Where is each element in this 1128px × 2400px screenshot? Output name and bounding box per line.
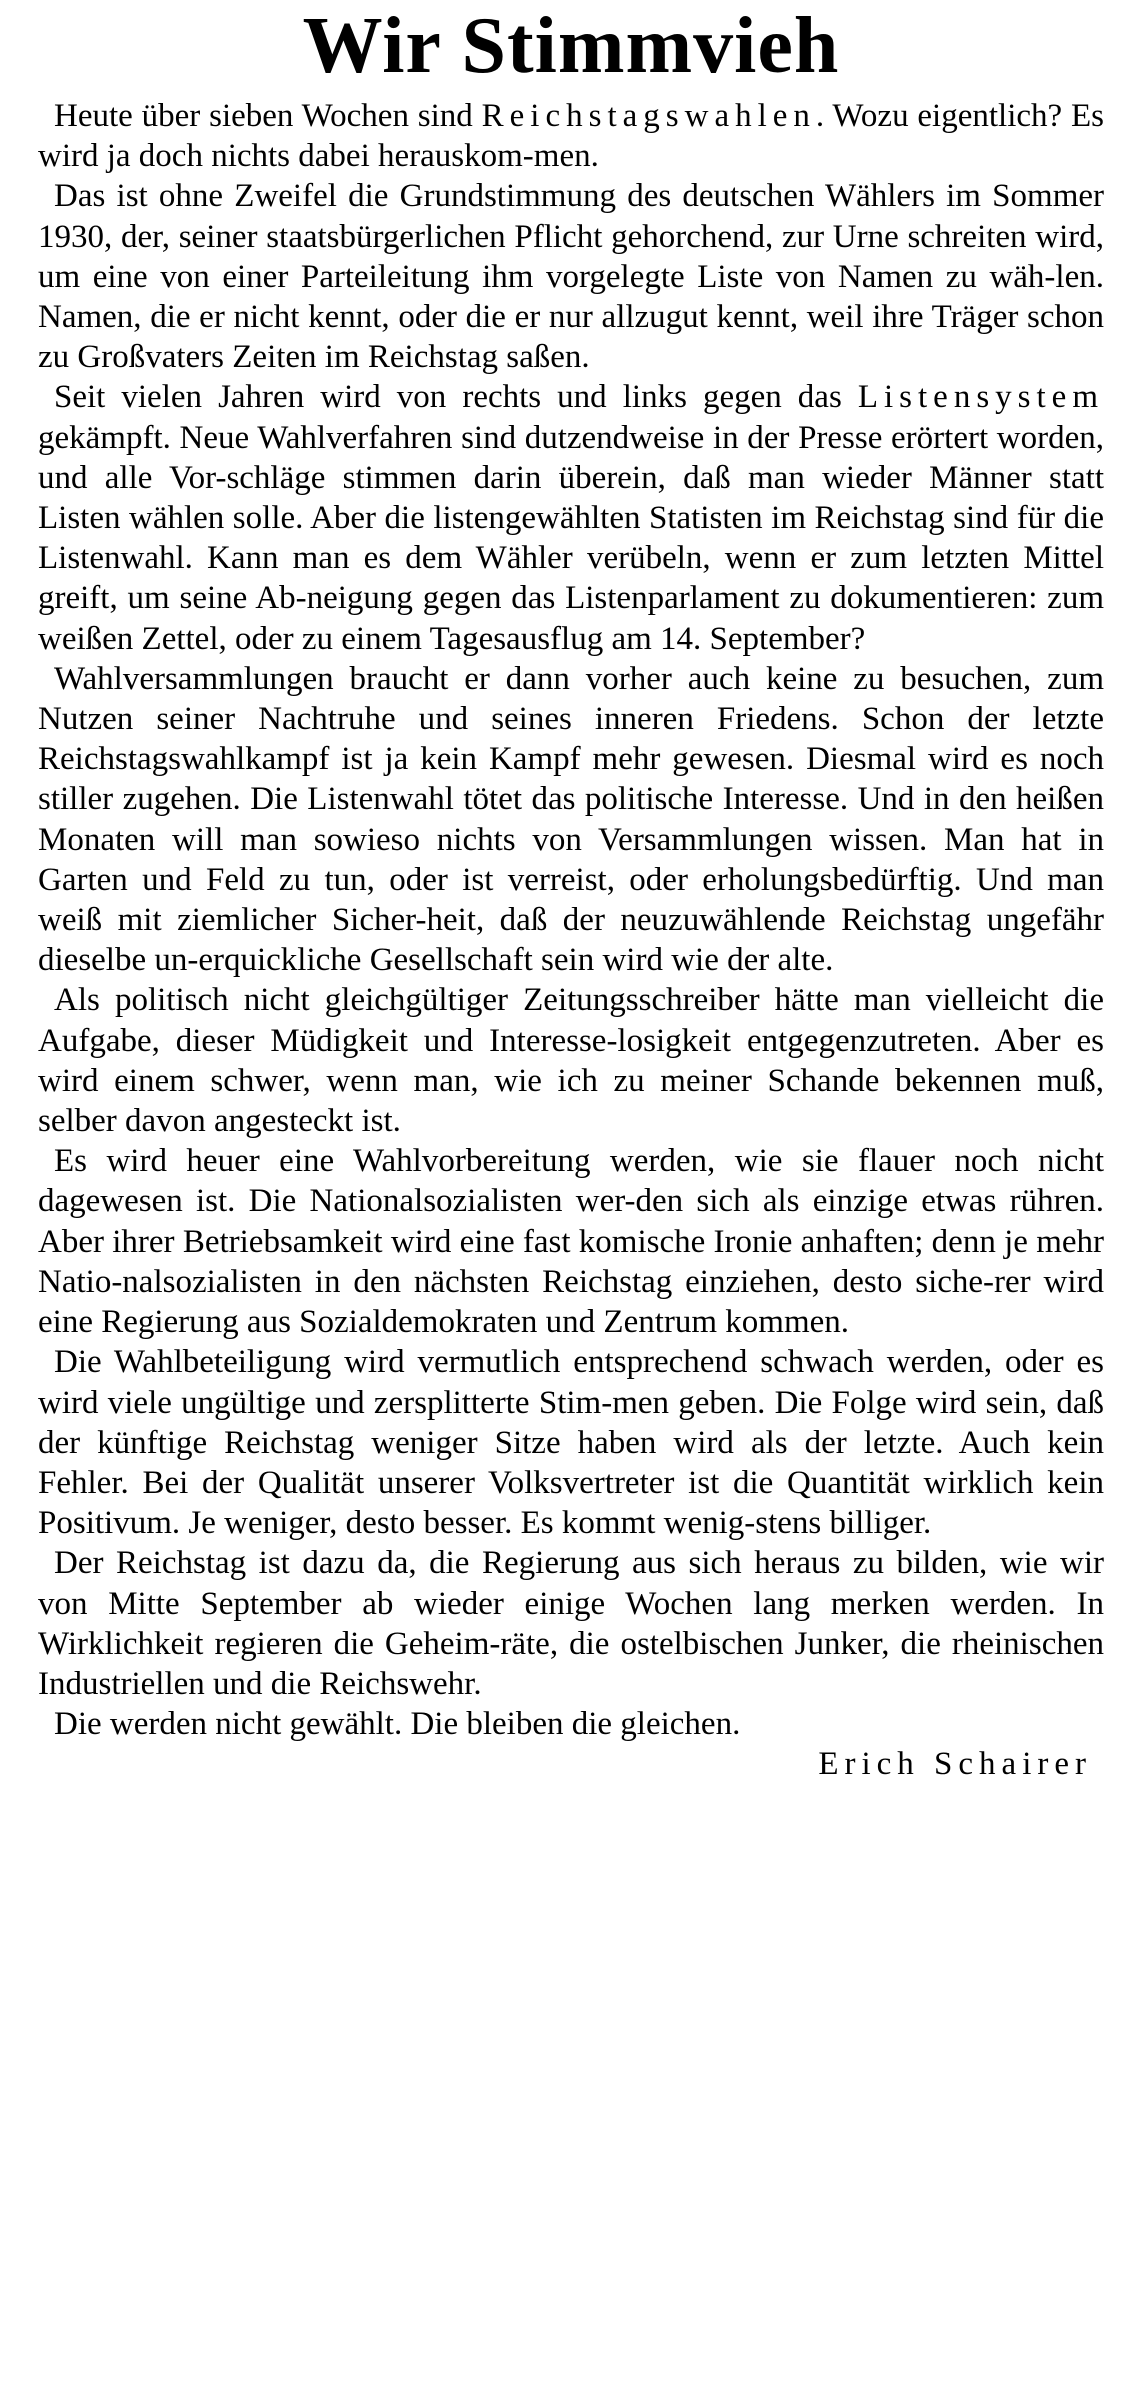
article-paragraph: [38, 1141, 1104, 1342]
paragraph-text: Wahlversammlungen braucht er dann vorher auch keine zu besuchen, zum Nutzen seiner Nachtruhe und seines inneren Friedens. Schon der letzte Reichstagswahlkampf ist ja kein Kampf mehr gewesen. Diesmal wird es noch stiller zugehen. Die Listenwahl tötet das politische Interesse. Und in den heißen Monaten will man sowieso nichts von Versammlungen wissen. Man hat in Garten und Feld zu tun, oder ist verreist, oder erholungsbedürftig. Und man weiß mit ziemlicher Sicher-heit, daß der neuzuwählende Reichstag ungefähr dieselbe un-erquickliche Gesellschaft sein wird wie der alte.: [38, 660, 1104, 979]
paragraph-text: Die Wahlbeteiligung wird vermutlich entsprechend schwach werden, oder es wird viele ungültige und zersplitterte Stim-men geben. Die Folge wird sein, daß der künftige Reichstag weniger Sitze haben wird als der letzte. Auch kein Fehler. Bei der Qualität unserer Volksvertreter ist die Quantität wirklich kein Positivum. Je weniger, desto besser. Es kommt wenig-stens billiger.: [38, 1344, 1104, 1542]
paragraph-text: Die werden nicht gewählt. Die bleiben die gleichen.: [54, 1706, 741, 1743]
article-paragraph: [38, 96, 1104, 176]
article-paragraph: [38, 659, 1104, 981]
paragraph-text: Seit vielen Jahren wird von rechts und links gegen das: [54, 379, 858, 416]
paragraph-text: Das ist ohne Zweifel die Grundstimmung des deutschen Wählers im Sommer 1930, der, seiner staatsbürgerlichen Pflicht gehorchend, zur Urne schreiten wird, um eine von einer Parteileitung ihm vorgelegte Liste von Namen zu wäh-len. Namen, die er nicht kennt, oder die er nur allzugut kennt, weil ihre Träger schon zu Großvaters Zeiten im Reichstag saßen.: [38, 178, 1104, 376]
article-title: Wir Stimmvieh: [302, 2, 840, 90]
paragraph-text: . Wozu eigentlich? Es wird ja doch nichts dabei herauskom-men.: [38, 98, 1104, 175]
article-paragraph: [38, 1704, 1104, 1744]
article-body: [38, 96, 1104, 1744]
article-paragraph: [38, 1543, 1104, 1704]
emphasized-term: Listensystem: [857, 379, 1104, 416]
author-signature: Erich Schairer: [818, 1746, 1092, 1783]
article-paragraph: [38, 1342, 1104, 1543]
article-paragraph: [38, 980, 1104, 1141]
paragraph-text: Der Reichstag ist dazu da, die Regierung aus sich heraus zu bilden, wie wir von Mitte September ab wieder einige Wochen lang merken werden. In Wirklichkeit regieren die Geheim-räte, die ostelbischen Junker, die rheinischen Industriellen und die Reichswehr.: [38, 1545, 1104, 1702]
emphasized-term: Reichstagswahlen: [481, 98, 816, 134]
paragraph-text: Heute über sieben Wochen sind: [54, 98, 482, 134]
article-paragraph: [38, 377, 1104, 658]
paragraph-text: gekämpft. Neue Wahlverfahren sind dutzendweise in der Presse erörtert worden, und alle Vor-schläge stimmen darin überein, daß man wieder Männer statt Listen wählen solle. Aber die listengewählten Statisten im Reichstag sind für die Listenwahl. Kann man es dem Wähler verübeln, wenn er zum letzten Mittel greift, um seine Ab-neigung gegen das Listenparlament zu dokumentieren: zum weißen Zettel, oder zu einem Tagesausflug am 14. September?: [38, 419, 1104, 657]
paragraph-text: Es wird heuer eine Wahlvorbereitung werden, wie sie flauer noch nicht dagewesen ist. Die Nationalsozialisten wer-den sich als einzige etwas rühren. Aber ihrer Betriebsamkeit wird eine fast komische Ironie anhaften; denn je mehr Natio-nalsozialisten in den nächsten Reichstag einziehen, desto siche-rer wird eine Regierung aus Sozialdemokraten und Zentrum kommen.: [38, 1143, 1104, 1341]
article-paragraph: [38, 176, 1104, 377]
paragraph-text: Als politisch nicht gleichgültiger Zeitungsschreiber hätte man vielleicht die Aufgabe, dieser Müdigkeit und Interesse-losigkeit entgegenzutreten. Aber es wird einem schwer, wenn man, wie ich zu meiner Schande bekennen muß, selber davon angesteckt ist.: [38, 982, 1104, 1140]
